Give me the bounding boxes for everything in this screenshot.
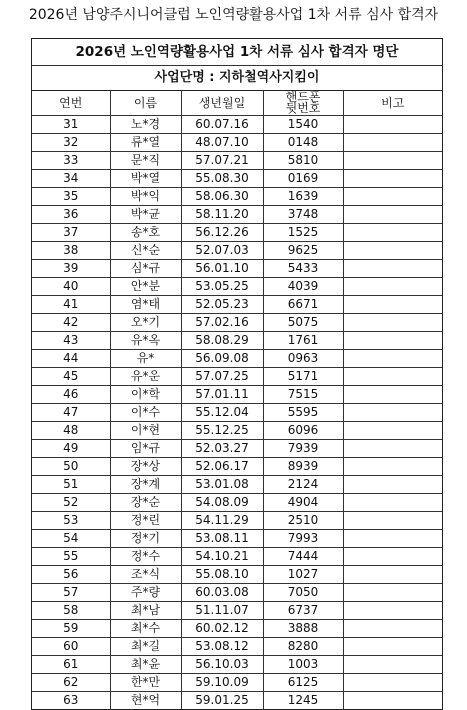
cell-name: 노*경 <box>110 116 181 134</box>
cell-number: 62 <box>32 674 110 692</box>
cell-phone: 6096 <box>263 422 343 440</box>
cell-birthdate: 48.07.10 <box>181 134 263 152</box>
table-row <box>32 620 442 638</box>
cell-name: 박*열 <box>110 170 181 188</box>
cell-note <box>343 530 442 548</box>
cell-note <box>343 422 442 440</box>
cell-note <box>343 296 442 314</box>
cell-phone: 6737 <box>263 602 343 620</box>
cell-birthdate: 57.07.21 <box>181 152 263 170</box>
cell-note <box>343 242 442 260</box>
cell-note <box>343 458 442 476</box>
cell-note <box>343 152 442 170</box>
cell-name: 한*만 <box>110 674 181 692</box>
cell-phone: 7050 <box>263 584 343 602</box>
cell-birthdate: 52.06.17 <box>181 458 263 476</box>
cell-birthdate: 54.08.09 <box>181 494 263 512</box>
cell-birthdate: 60.07.16 <box>181 116 263 134</box>
cell-phone: 6671 <box>263 296 343 314</box>
cell-number: 33 <box>32 152 110 170</box>
cell-note <box>343 512 442 530</box>
cell-note <box>343 566 442 584</box>
cell-note <box>343 638 442 656</box>
table-row <box>32 422 442 440</box>
cell-note <box>343 386 442 404</box>
page-title: 2026년 남양주시니어클럽 노인역량활용사업 1차 서류 심사 합격자 <box>28 7 439 23</box>
cell-number: 50 <box>32 458 110 476</box>
table-row <box>32 476 442 494</box>
cell-number: 43 <box>32 332 110 350</box>
cell-number: 32 <box>32 134 110 152</box>
table-row <box>32 656 442 674</box>
cell-note <box>343 206 442 224</box>
cell-note <box>343 584 442 602</box>
table-row <box>32 530 442 548</box>
cell-number: 45 <box>32 368 110 386</box>
cell-phone: 9625 <box>263 242 343 260</box>
cell-name: 장*상 <box>110 458 181 476</box>
cell-number: 52 <box>32 494 110 512</box>
cell-number: 42 <box>32 314 110 332</box>
table-row <box>32 134 442 152</box>
cell-name: 임*규 <box>110 440 181 458</box>
cell-birthdate: 56.10.03 <box>181 656 263 674</box>
table-row <box>32 116 442 134</box>
cell-birthdate: 55.08.30 <box>181 170 263 188</box>
cell-name: 류*열 <box>110 134 181 152</box>
cell-number: 31 <box>32 116 110 134</box>
cell-birthdate: 55.12.25 <box>181 422 263 440</box>
cell-phone: 5810 <box>263 152 343 170</box>
cell-number: 49 <box>32 440 110 458</box>
cell-phone: 3748 <box>263 206 343 224</box>
table-row <box>32 152 442 170</box>
cell-number: 58 <box>32 602 110 620</box>
cell-phone: 7515 <box>263 386 343 404</box>
cell-phone: 1761 <box>263 332 343 350</box>
cell-note <box>343 656 442 674</box>
cell-number: 38 <box>32 242 110 260</box>
cell-name: 오*기 <box>110 314 181 332</box>
table-row <box>32 314 442 332</box>
cell-number: 51 <box>32 476 110 494</box>
cell-phone: 5595 <box>263 404 343 422</box>
cell-number: 47 <box>32 404 110 422</box>
cell-name: 유*운 <box>110 368 181 386</box>
cell-birthdate: 53.01.08 <box>181 476 263 494</box>
cell-phone: 0963 <box>263 350 343 368</box>
cell-name: 박*익 <box>110 188 181 206</box>
cell-note <box>343 350 442 368</box>
cell-birthdate: 56.01.10 <box>181 260 263 278</box>
cell-birthdate: 54.10.21 <box>181 548 263 566</box>
cell-note <box>343 368 442 386</box>
cell-birthdate: 53.05.25 <box>181 278 263 296</box>
cell-note <box>343 476 442 494</box>
cell-name: 최*윤 <box>110 656 181 674</box>
cell-phone: 7993 <box>263 530 343 548</box>
cell-name: 문*직 <box>110 152 181 170</box>
cell-number: 34 <box>32 170 110 188</box>
cell-name: 안*분 <box>110 278 181 296</box>
cell-note <box>343 440 442 458</box>
table-row <box>32 242 442 260</box>
cell-name: 장*계 <box>110 476 181 494</box>
cell-birthdate: 57.01.11 <box>181 386 263 404</box>
table-row <box>32 458 442 476</box>
cell-note <box>343 404 442 422</box>
cell-birthdate: 58.06.30 <box>181 188 263 206</box>
cell-name: 최*길 <box>110 638 181 656</box>
cell-number: 54 <box>32 530 110 548</box>
cell-phone: 4904 <box>263 494 343 512</box>
table-row <box>32 224 442 242</box>
col-header-note: 비고 <box>343 91 442 116</box>
cell-phone: 2510 <box>263 512 343 530</box>
table-row <box>32 566 442 584</box>
col-header-phone-text: 핸드폰 뒷번호 <box>285 91 321 115</box>
table-row <box>32 548 442 566</box>
cell-phone: 1003 <box>263 656 343 674</box>
applicant-table <box>32 91 442 709</box>
cell-phone: 1540 <box>263 116 343 134</box>
table-row <box>32 584 442 602</box>
cell-name: 이*학 <box>110 386 181 404</box>
cell-birthdate: 54.11.29 <box>181 512 263 530</box>
cell-number: 53 <box>32 512 110 530</box>
cell-number: 48 <box>32 422 110 440</box>
cell-birthdate: 52.03.27 <box>181 440 263 458</box>
cell-phone: 8939 <box>263 458 343 476</box>
cell-note <box>343 224 442 242</box>
cell-phone: 8280 <box>263 638 343 656</box>
cell-name: 최*수 <box>110 620 181 638</box>
cell-phone: 3888 <box>263 620 343 638</box>
cell-number: 46 <box>32 386 110 404</box>
cell-birthdate: 59.01.25 <box>181 692 263 710</box>
cell-birthdate: 51.11.07 <box>181 602 263 620</box>
cell-name: 조*식 <box>110 566 181 584</box>
cell-name: 최*남 <box>110 602 181 620</box>
cell-birthdate: 56.09.08 <box>181 350 263 368</box>
cell-phone: 7939 <box>263 440 343 458</box>
cell-phone: 4039 <box>263 278 343 296</box>
cell-phone: 1027 <box>263 566 343 584</box>
cell-number: 61 <box>32 656 110 674</box>
project-name: 사업단명 : 지하철역사지킴이 <box>32 66 442 91</box>
cell-note <box>343 494 442 512</box>
table-row <box>32 206 442 224</box>
cell-number: 56 <box>32 566 110 584</box>
cell-name: 유* <box>110 350 181 368</box>
table-row <box>32 638 442 656</box>
cell-birthdate: 52.07.03 <box>181 242 263 260</box>
cell-number: 55 <box>32 548 110 566</box>
cell-birthdate: 52.05.23 <box>181 296 263 314</box>
cell-name: 정*린 <box>110 512 181 530</box>
cell-number: 37 <box>32 224 110 242</box>
cell-note <box>343 260 442 278</box>
table-row <box>32 692 442 710</box>
cell-name: 정*수 <box>110 548 181 566</box>
cell-birthdate: 57.07.25 <box>181 368 263 386</box>
cell-number: 60 <box>32 638 110 656</box>
cell-name: 주*량 <box>110 584 181 602</box>
col-header-birthdate: 생년월일 <box>181 91 263 116</box>
table-row <box>32 674 442 692</box>
cell-name: 현*억 <box>110 692 181 710</box>
cell-note <box>343 332 442 350</box>
col-header-number: 연번 <box>32 91 110 116</box>
cell-number: 63 <box>32 692 110 710</box>
cell-phone: 0169 <box>263 170 343 188</box>
table-row <box>32 494 442 512</box>
cell-number: 44 <box>32 350 110 368</box>
table-row <box>32 332 442 350</box>
cell-number: 41 <box>32 296 110 314</box>
table-row <box>32 278 442 296</box>
cell-number: 36 <box>32 206 110 224</box>
cell-note <box>343 602 442 620</box>
table-row <box>32 188 442 206</box>
cell-name: 신*순 <box>110 242 181 260</box>
cell-birthdate: 59.10.09 <box>181 674 263 692</box>
cell-name: 정*기 <box>110 530 181 548</box>
cell-birthdate: 53.08.12 <box>181 638 263 656</box>
table-row <box>32 386 442 404</box>
cell-phone: 5433 <box>263 260 343 278</box>
cell-birthdate: 57.02.16 <box>181 314 263 332</box>
cell-phone: 7444 <box>263 548 343 566</box>
cell-phone: 0148 <box>263 134 343 152</box>
cell-name: 유*옥 <box>110 332 181 350</box>
cell-note <box>343 548 442 566</box>
header-row <box>32 91 442 116</box>
table-row <box>32 260 442 278</box>
cell-number: 35 <box>32 188 110 206</box>
cell-phone: 1525 <box>263 224 343 242</box>
cell-name: 장*순 <box>110 494 181 512</box>
cell-name: 박*균 <box>110 206 181 224</box>
cell-note <box>343 674 442 692</box>
col-header-name: 이름 <box>110 91 181 116</box>
col-header-phone <box>263 91 343 116</box>
cell-birthdate: 55.08.10 <box>181 566 263 584</box>
cell-number: 39 <box>32 260 110 278</box>
cell-birthdate: 56.12.26 <box>181 224 263 242</box>
cell-note <box>343 278 442 296</box>
cell-birthdate: 58.11.20 <box>181 206 263 224</box>
cell-note <box>343 170 442 188</box>
table-row <box>32 368 442 386</box>
cell-birthdate: 60.02.12 <box>181 620 263 638</box>
cell-note <box>343 692 442 710</box>
table-row <box>32 440 442 458</box>
table-row <box>32 404 442 422</box>
cell-phone: 2124 <box>263 476 343 494</box>
cell-number: 40 <box>32 278 110 296</box>
cell-note <box>343 134 442 152</box>
cell-phone: 5171 <box>263 368 343 386</box>
cell-phone: 1245 <box>263 692 343 710</box>
cell-birthdate: 60.03.08 <box>181 584 263 602</box>
cell-name: 송*호 <box>110 224 181 242</box>
cell-note <box>343 188 442 206</box>
cell-phone: 6125 <box>263 674 343 692</box>
cell-name: 이*현 <box>110 422 181 440</box>
cell-phone: 1639 <box>263 188 343 206</box>
cell-number: 59 <box>32 620 110 638</box>
cell-number: 57 <box>32 584 110 602</box>
cell-birthdate: 58.08.29 <box>181 332 263 350</box>
cell-birthdate: 55.12.04 <box>181 404 263 422</box>
table-row <box>32 350 442 368</box>
cell-note <box>343 620 442 638</box>
table-row <box>32 170 442 188</box>
table-row <box>32 602 442 620</box>
results-sheet <box>31 38 443 710</box>
cell-note <box>343 314 442 332</box>
cell-name: 심*규 <box>110 260 181 278</box>
cell-note <box>343 116 442 134</box>
cell-name: 염*태 <box>110 296 181 314</box>
cell-birthdate: 53.08.11 <box>181 530 263 548</box>
cell-name: 이*수 <box>110 404 181 422</box>
table-row <box>32 512 442 530</box>
cell-phone: 5075 <box>263 314 343 332</box>
table-heading: 2026년 노인역량활용사업 1차 서류 심사 합격자 명단 <box>32 39 442 66</box>
table-row <box>32 296 442 314</box>
